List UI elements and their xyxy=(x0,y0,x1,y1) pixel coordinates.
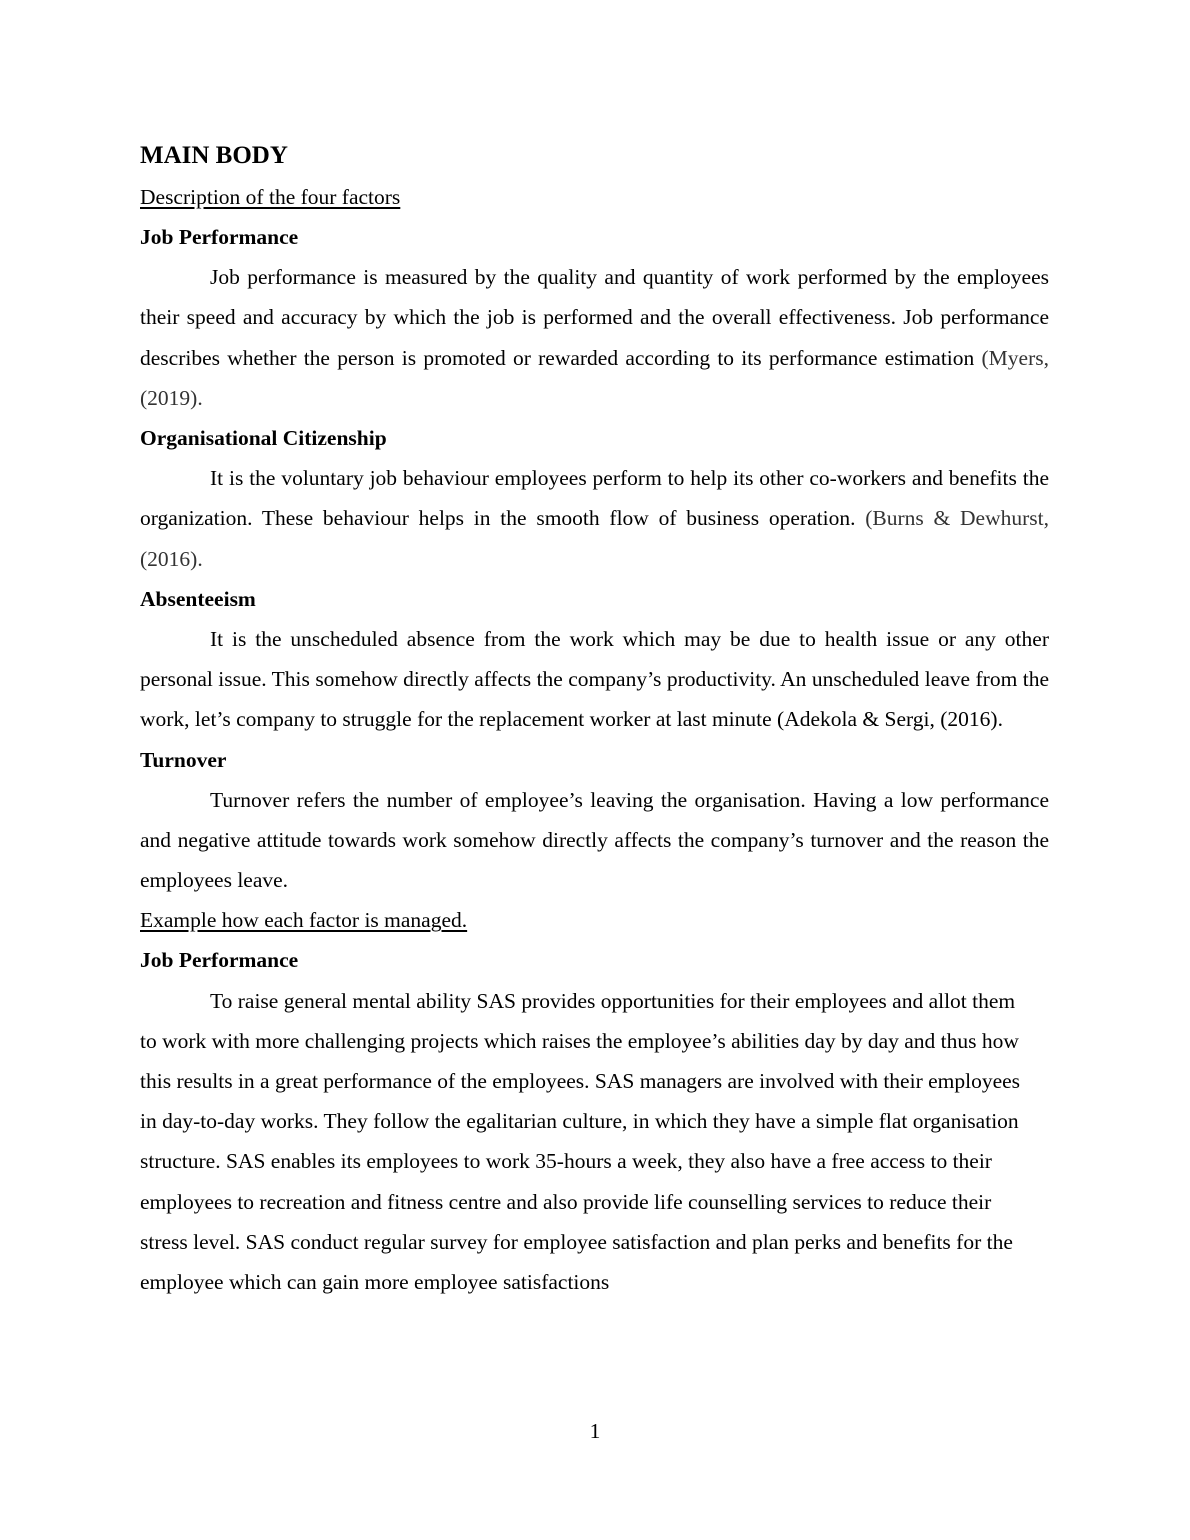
paragraph-absenteeism: It is the unscheduled absence from the work which may be due to health issue or any other personal issue. This somehow directly affects the company’s productivity. An unscheduled leave from the work, let’s company to struggle for the replacement worker at last minute (Adekola & Sergi, (2016). xyxy=(140,627,1049,732)
page-number: 1 xyxy=(589,1419,601,1443)
page-content xyxy=(140,139,1049,1302)
paragraph-turnover: Turnover refers the number of employee’s leaving the organisation. Having a low performance and negative attitude towards work somehow directly affects the company’s turnover and the reason the employees leave. xyxy=(140,787,1049,893)
subheading-absenteeism: Absenteeism xyxy=(140,586,256,611)
section-heading-description: Description of the four factors xyxy=(140,185,401,209)
paragraph-example-job-performance: To raise general mental ability SAS provides opportunities for their employees and allot them to work with more challenging projects which raises the employee’s abilities day by day and thus how this results in a great performance of the employees. SAS managers are involved with their employees in day-to-day works. They follow the egalitarian culture, in which they have a simple flat organisation structure. SAS enables its employees to work 35-hours a week, they also have a free access to their employees to recreation and fitness centre and also provide life counselling services to reduce their stress level. SAS conduct regular survey for employee satisfaction and plan perks and benefits for the employee which can gain more employee satisfactions xyxy=(140,988,1021,1295)
paragraph-text: Job performance is measured by the quality and quantity of work performed by the employees their speed and accuracy by which the job is performed and the overall effectiveness. Job performance describes whether the person is promoted or rewarded according to its performance estimation xyxy=(140,265,1049,370)
subheading-organisational-citizenship: Organisational Citizenship xyxy=(140,426,387,451)
subheading-job-performance: Job Performance xyxy=(140,225,299,249)
subheading-turnover: Turnover xyxy=(140,747,227,772)
paragraph-organisational-citizenship xyxy=(140,458,1049,579)
subheading-example-job-performance: Job Performance xyxy=(140,948,299,973)
citation: (Myers, (2019). xyxy=(140,345,1049,410)
paragraph-job-performance xyxy=(140,257,1049,418)
citation: (Burns & Dewhurst, (2016). xyxy=(140,506,1049,571)
section-heading-examples: Example how each factor is managed. xyxy=(140,908,468,933)
page-title: MAIN BODY xyxy=(140,142,288,169)
paragraph-text: It is the voluntary job behaviour employees perform to help its other co-workers and benefits the organization. These behaviour helps in the smooth flow of business operation. xyxy=(140,466,1049,531)
